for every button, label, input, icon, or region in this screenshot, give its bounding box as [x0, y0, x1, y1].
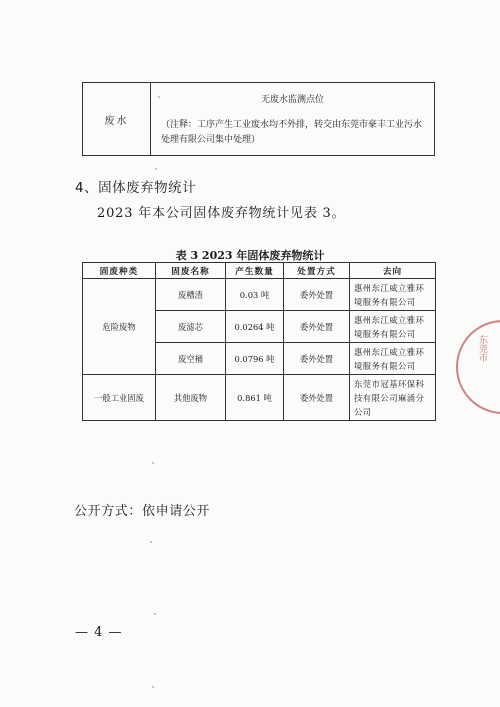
waste-name-cell: 废槽渣: [156, 279, 226, 311]
destination-cell: 东莞市冠基环保科技有限公司麻涌分公司: [350, 375, 436, 421]
section-heading: 4、固体废弃物统计: [75, 180, 197, 196]
seal-stamp-text: 东莞市: [477, 335, 487, 362]
method-cell: 委外处置: [284, 311, 350, 343]
amount-cell: 0.861 吨: [226, 375, 284, 421]
header-amount: 产生数量: [226, 263, 284, 279]
wastewater-cell: [151, 83, 435, 156]
table-caption: 表 3 2023 年固体废弃物统计: [175, 249, 325, 262]
header-method: 处置方式: [284, 263, 350, 279]
destination-cell: 惠州东江威立雅环境服务有限公司: [350, 279, 436, 311]
wastewater-table: [82, 82, 435, 156]
scan-speck: [152, 686, 154, 688]
wastewater-note: （注释：工序产生工业废水均不外排，转交由东莞市豪丰工业污水处理有限公司集中处理）: [161, 119, 423, 145]
method-cell: 委外处置: [284, 343, 350, 375]
destination-cell: 惠州东江威立雅环境服务有限公司: [350, 311, 436, 343]
scan-speck: [152, 462, 154, 464]
section-text: 2023 年本公司固体废弃物统计见表 3。: [97, 206, 346, 221]
waste-name-cell: 废滤芯: [156, 311, 226, 343]
scan-speck: [155, 168, 157, 170]
table-row: [83, 375, 436, 421]
scan-speck: [150, 541, 152, 543]
table-header-row: [83, 263, 436, 279]
amount-cell: 0.03 吨: [226, 279, 284, 311]
wastewater-status: 无废水监测点位: [260, 94, 324, 105]
header-destination: 去向: [350, 263, 436, 279]
method-cell: 委外处置: [284, 279, 350, 311]
scan-speck: [158, 96, 160, 98]
waste-name-cell: 其他废物: [156, 375, 226, 421]
header-category: 固废种类: [83, 263, 156, 279]
scan-speck: [154, 613, 156, 615]
amount-cell: 0.0796 吨: [226, 343, 284, 375]
table-row: [83, 279, 436, 311]
disclosure-method: 公开方式：依申请公开: [74, 504, 211, 519]
method-cell: 委外处置: [284, 375, 350, 421]
solid-waste-table: [82, 262, 436, 421]
amount-cell: 0.0264 吨: [226, 311, 284, 343]
page-number: — 4 —: [75, 625, 123, 640]
category-cell: 危险废物: [83, 279, 156, 375]
wastewater-row-label: 废水: [83, 83, 151, 156]
category-cell: 一般工业固废: [83, 375, 156, 421]
waste-name-cell: 废空桶: [156, 343, 226, 375]
header-name: 固废名称: [156, 263, 226, 279]
destination-cell: 惠州东江威立雅环境服务有限公司: [350, 343, 436, 375]
